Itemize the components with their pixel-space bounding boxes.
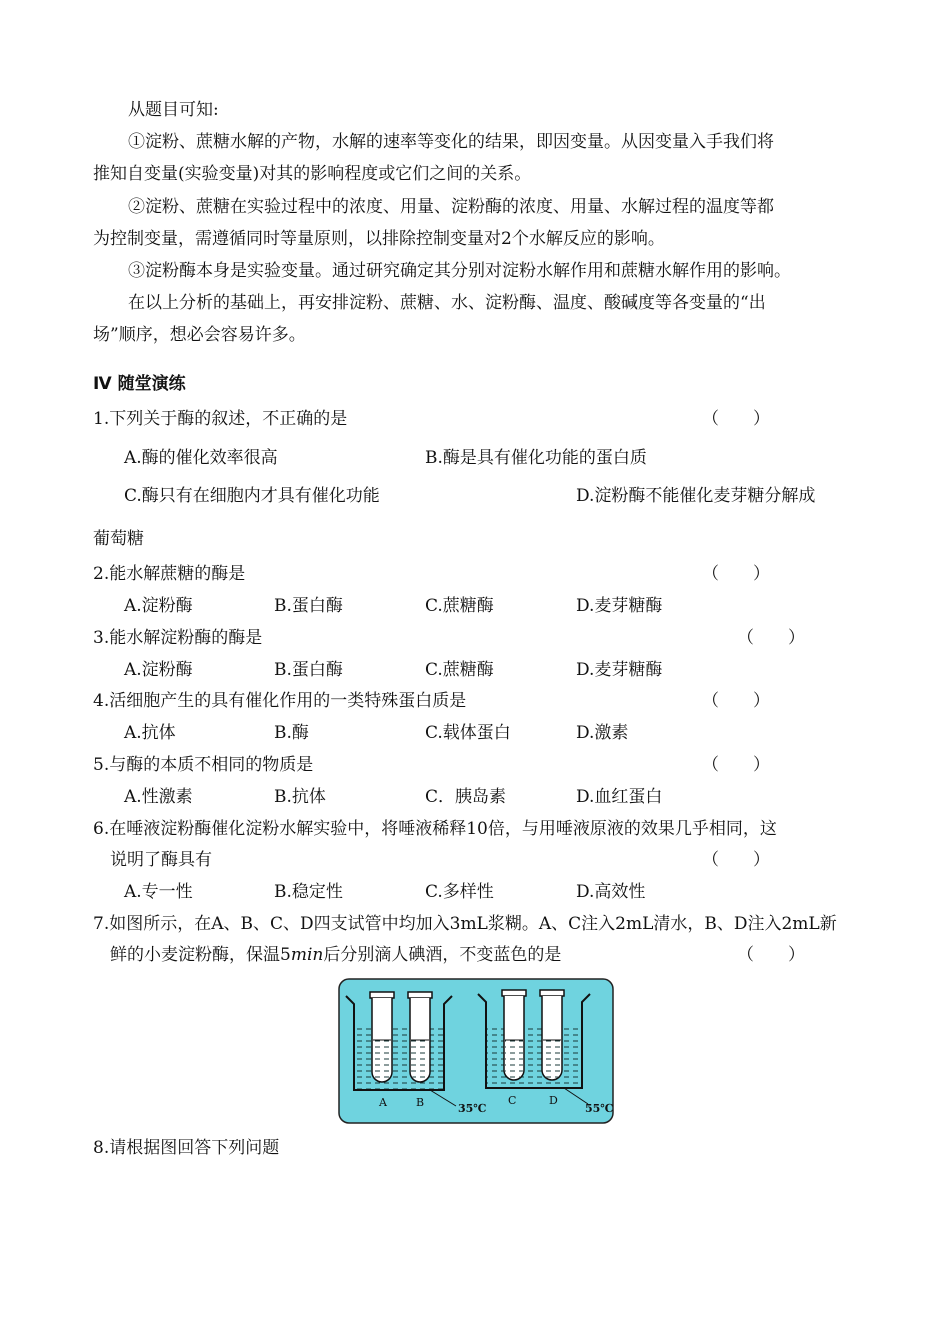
- question-1-option-d-continued: 葡萄糖: [93, 529, 144, 549]
- intro-lead: 从题目可知:: [128, 100, 219, 120]
- question-3-option-d: D.麦芽糖酶: [576, 660, 663, 680]
- label-a: A: [379, 1096, 387, 1109]
- question-2-option-d: D.麦芽糖酶: [576, 596, 663, 616]
- question-1-option-a: A.酶的催化效率很高: [124, 448, 278, 468]
- test-tube-c: [502, 990, 526, 1080]
- label-c: C: [508, 1094, 517, 1107]
- question-6-option-a: A.专一性: [124, 882, 193, 902]
- question-2-option-b: B.蛋白酶: [274, 596, 343, 616]
- question-4-option-a: A.抗体: [124, 723, 176, 743]
- test-tubes-illustration: [338, 978, 614, 1124]
- test-tube-b: [408, 992, 432, 1082]
- question-5-option-a: A.性激素: [124, 787, 193, 807]
- intro-paragraph-3: ③淀粉酶本身是实验变量。通过研究确定其分别对淀粉水解作用和蔗糖水解作用的影响。: [128, 261, 791, 281]
- question-1-option-b: B.酶是具有催化功能的蛋白质: [425, 448, 647, 468]
- intro-paragraph-2-line-1: ②淀粉、蔗糖在实验过程中的浓度、用量、淀粉酶的浓度、用量、水解过程的温度等都: [128, 197, 774, 217]
- intro-paragraph-1-line-1: ①淀粉、蔗糖水解的产物，水解的速率等变化的结果，即因变量。从因变量入手我们将: [128, 132, 774, 152]
- test-tube-d: [540, 990, 564, 1080]
- test-tube-a: [370, 992, 394, 1082]
- label-55c: 55℃: [585, 1102, 614, 1115]
- label-b: B: [416, 1096, 425, 1109]
- question-6-option-c: C.多样性: [425, 882, 494, 902]
- intro-paragraph-4-line-1: 在以上分析的基础上，再安排淀粉、蔗糖、水、淀粉酶、温度、酸碱度等各变量的“出: [128, 293, 766, 313]
- question-6-option-d: D.高效性: [576, 882, 646, 902]
- section-title: Ⅳ 随堂演练: [93, 374, 186, 394]
- question-8-stem: 8.请根据图回答下列问题: [93, 1138, 280, 1158]
- question-1-answer-bracket: （ ）: [702, 409, 770, 429]
- question-2-option-c: C.蔗糖酶: [425, 596, 494, 616]
- question-7-stem-line-2-post: 后分别滴人碘酒，不变蓝色的是: [323, 945, 562, 965]
- question-6-stem-line-2: 说明了酶具有: [110, 850, 212, 870]
- question-6-option-b: B.稳定性: [274, 882, 343, 902]
- intro-paragraph-1-line-2: 推知自变量(实验变量)对其的影响程度或它们之间的关系。: [93, 164, 532, 184]
- question-7-stem-line-2: [110, 944, 561, 966]
- question-4-option-b: B.酶: [274, 723, 309, 743]
- intro-paragraph-2-line-2: 为控制变量，需遵循同时等量原则，以排除控制变量对2个水解反应的影响。: [93, 229, 665, 249]
- question-7-stem-line-1: 7.如图所示，在A、B、C、D四支试管中均加入3mL浆糊。A、C注入2mL清水，B、D注入2mL新: [93, 914, 837, 934]
- question-6-answer-bracket: （ ）: [702, 850, 770, 870]
- question-3-answer-bracket: （ ）: [737, 628, 805, 648]
- question-2-option-a: A.淀粉酶: [124, 596, 193, 616]
- question-4-option-c: C.载体蛋白: [425, 723, 511, 743]
- intro-paragraph-4-line-2: 场”顺序，想必会容易许多。: [93, 325, 306, 345]
- question-7-stem-line-2-pre: 鲜的小麦淀粉酶，保温5: [110, 945, 291, 965]
- test-tubes-figure: [338, 978, 614, 1124]
- question-1-option-c: C.酶只有在细胞内才具有催化功能: [124, 486, 380, 506]
- question-3-stem: 3.能水解淀粉酶的酶是: [93, 628, 263, 648]
- question-1-option-d: D.淀粉酶不能催化麦芽糖分解成: [576, 486, 816, 506]
- label-35c: 35℃: [458, 1102, 487, 1115]
- question-2-answer-bracket: （ ）: [702, 564, 770, 584]
- question-5-option-d: D.血红蛋白: [576, 787, 663, 807]
- question-4-stem: 4.活细胞产生的具有催化作用的一类特殊蛋白质是: [93, 691, 467, 711]
- label-d: D: [549, 1094, 558, 1107]
- question-5-answer-bracket: （ ）: [702, 755, 770, 775]
- question-5-option-b: B.抗体: [274, 787, 326, 807]
- question-7-unit-min: min: [290, 945, 324, 965]
- question-3-option-a: A.淀粉酶: [124, 660, 193, 680]
- question-2-stem: 2.能水解蔗糖的酶是: [93, 564, 246, 584]
- question-5-option-c: C．胰岛素: [425, 787, 507, 807]
- question-3-option-c: C.蔗糖酶: [425, 660, 494, 680]
- question-7-answer-bracket: （ ）: [737, 945, 805, 965]
- question-1-stem: 1.下列关于酶的叙述，不正确的是: [93, 409, 348, 429]
- question-4-option-d: D.激素: [576, 723, 629, 743]
- question-6-stem-line-1: 6.在唾液淀粉酶催化淀粉水解实验中，将唾液稀释10倍，与用唾液原液的效果几乎相同，这: [93, 819, 777, 839]
- question-3-option-b: B.蛋白酶: [274, 660, 343, 680]
- question-5-stem: 5.与酶的本质不相同的物质是: [93, 755, 314, 775]
- question-4-answer-bracket: （ ）: [702, 691, 770, 711]
